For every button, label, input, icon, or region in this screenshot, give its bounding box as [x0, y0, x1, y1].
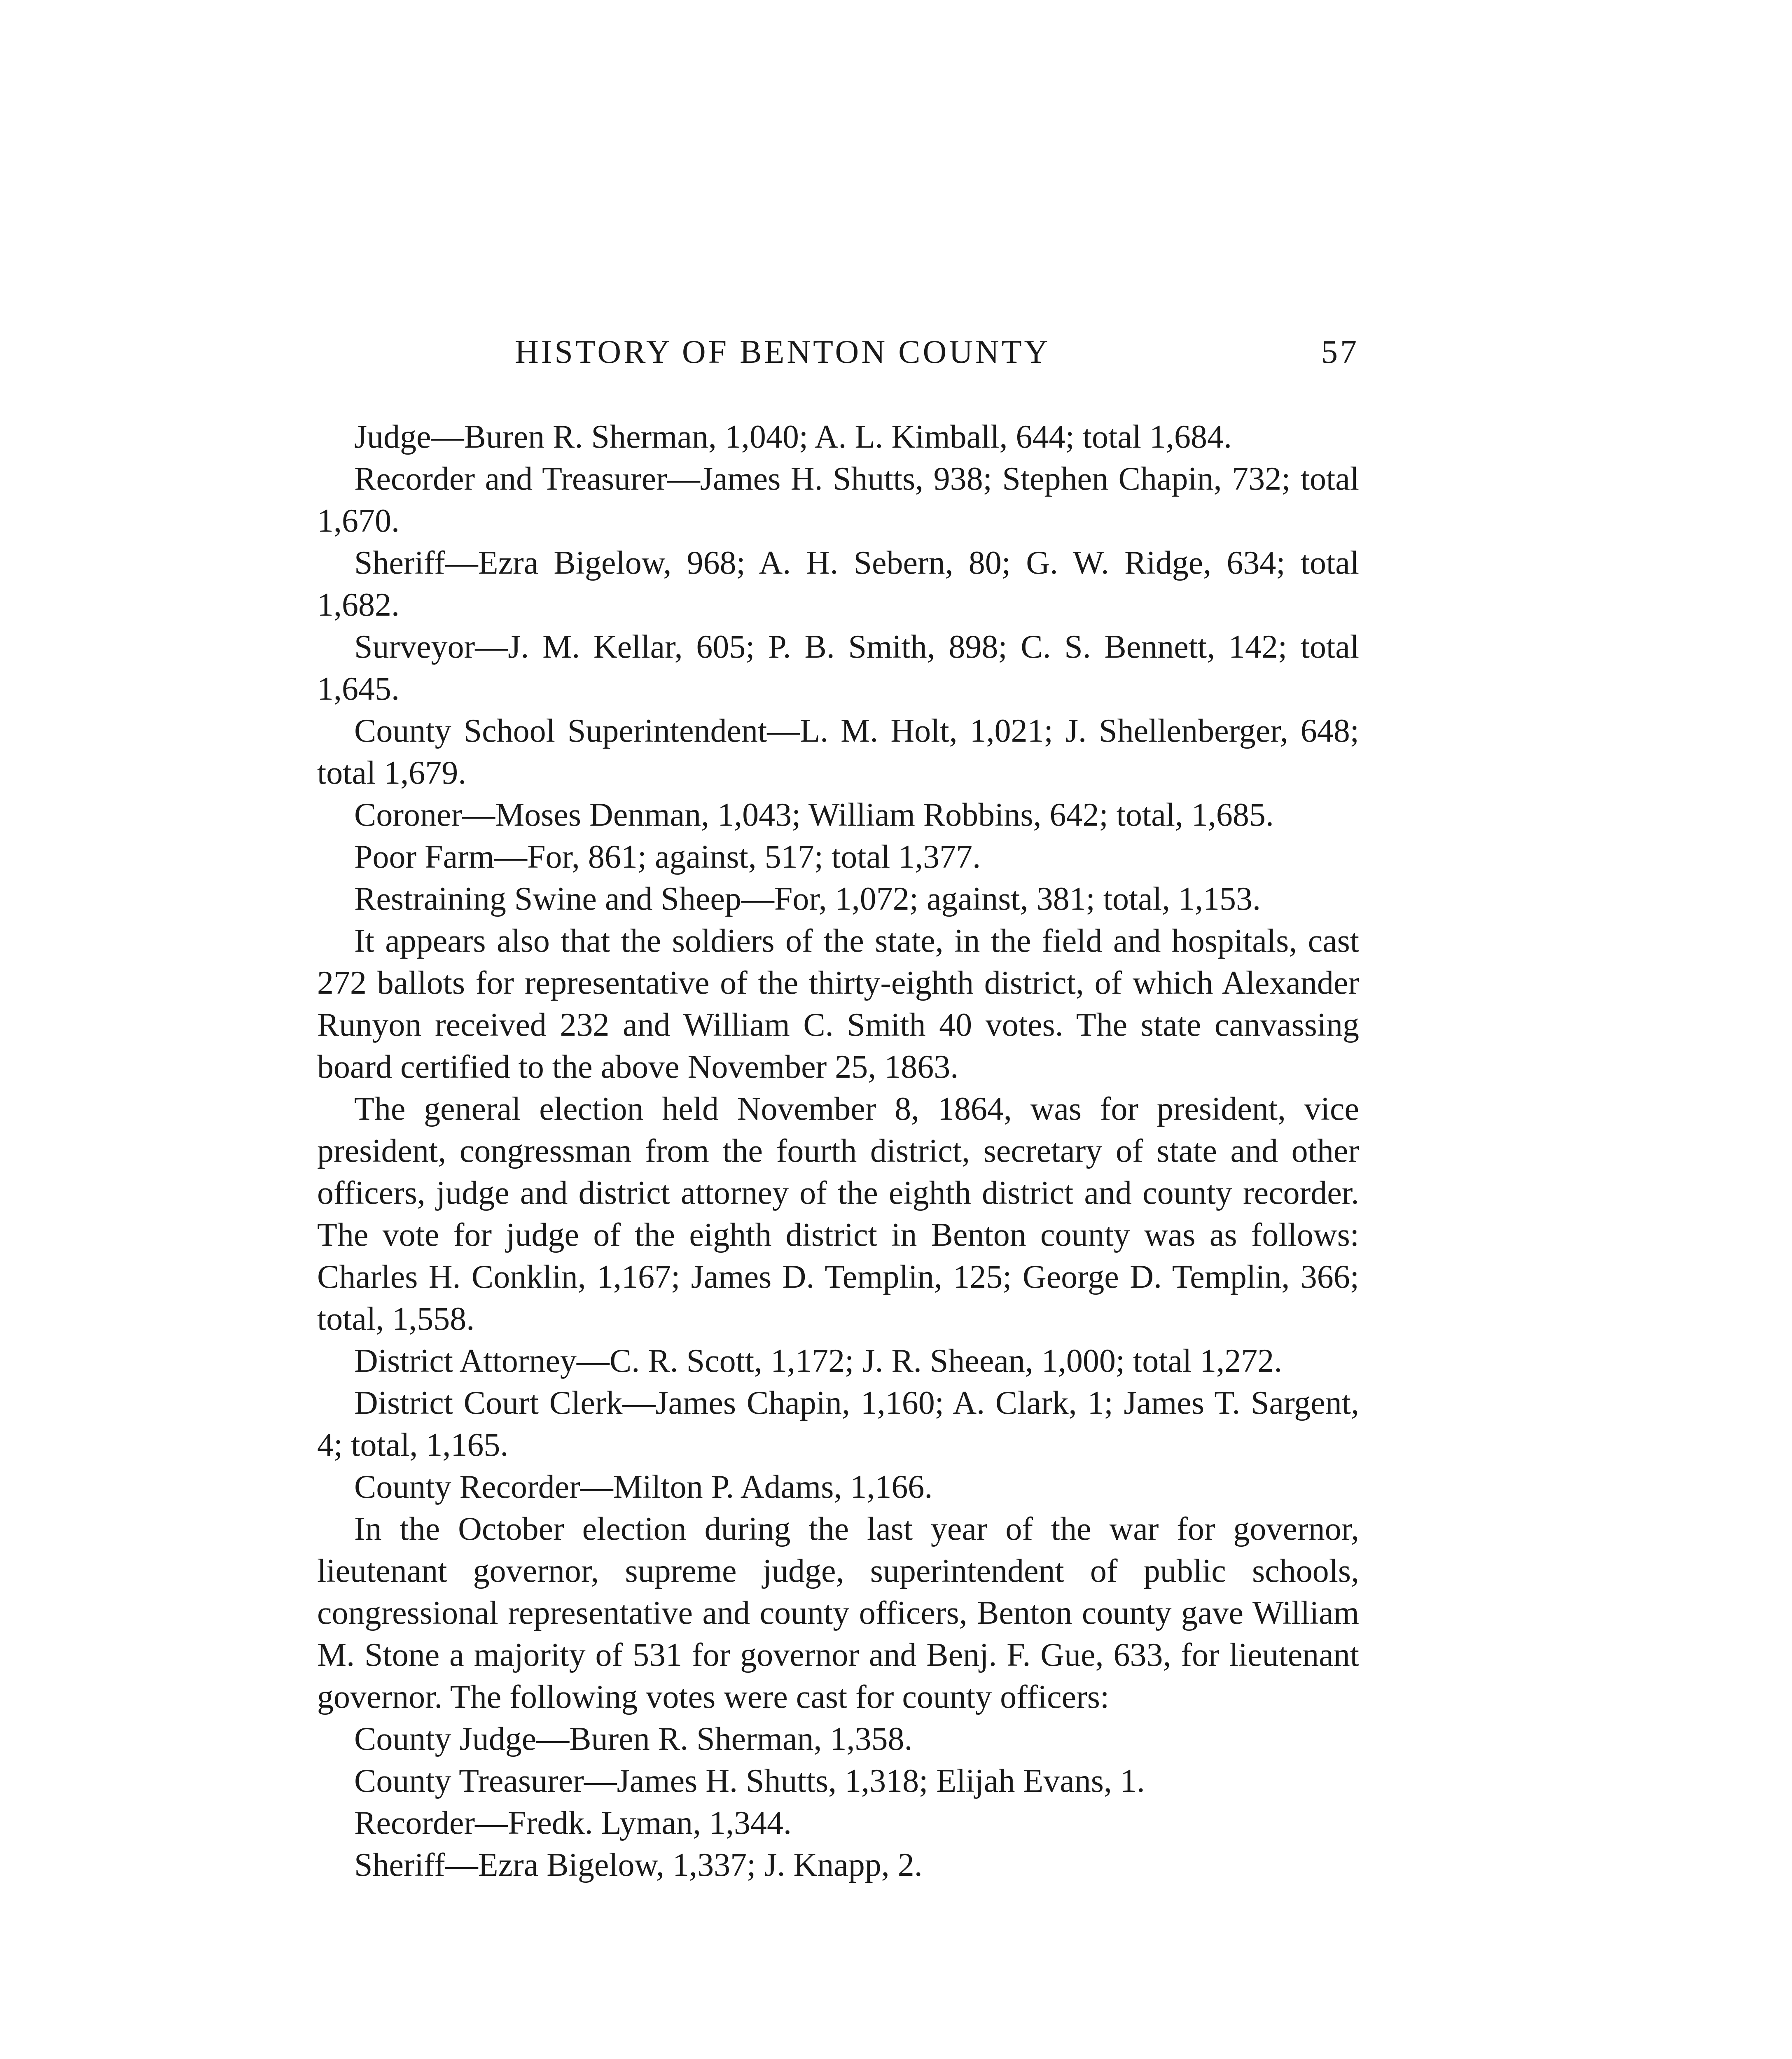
- paragraph-county-judge: County Judge—Buren R. Sherman, 1,358.: [354, 1721, 913, 1757]
- paragraph-coroner: Coroner—Moses Denman, 1,043; William Robbins, 642; total, 1,685.: [354, 797, 1274, 833]
- paragraph-district-court-clerk: District Court Clerk—James Chapin, 1,160; A. Clark, 1; James T. Sargent, 4; total, 1,165.: [317, 1385, 1359, 1463]
- running-title: HISTORY OF BENTON COUNTY: [515, 334, 1051, 370]
- paragraph-school-superintendent: County School Superintendent—L. M. Holt, 1,021; J. Shellenberger, 648; total 1,679.: [317, 713, 1359, 791]
- paragraph-soldiers-ballots: It appears also that the soldiers of the state, in the field and hospitals, cast 272 ballots for representative of the thirty-eighth district, of which Alexander Runyon received 232 and William C. Smith 40 votes. The state canvassing board certified to the above November 25, 1863.: [317, 923, 1359, 1085]
- paragraph-sheriff-1863: Sheriff—Ezra Bigelow, 968; A. H. Sebern, 80; G. W. Ridge, 634; total 1,682.: [317, 545, 1359, 623]
- paragraph-restraining-swine: Restraining Swine and Sheep—For, 1,072; against, 381; total, 1,153.: [354, 881, 1261, 917]
- paragraph-poor-farm: Poor Farm—For, 861; against, 517; total 1,377.: [354, 839, 981, 875]
- running-head: [354, 334, 1359, 379]
- page-number: 57: [1321, 334, 1359, 370]
- paragraph-recorder-treasurer: Recorder and Treasurer—James H. Shutts, 938; Stephen Chapin, 732; total 1,670.: [317, 461, 1359, 539]
- paragraph-judge-1863: Judge—Buren R. Sherman, 1,040; A. L. Kimball, 644; total 1,684.: [354, 419, 1232, 455]
- paragraph-october-election: In the October election during the last year of the war for governor, lieutenant governor, supreme judge, superintendent of public schools, congressional representative and county officers, Benton county gave William M. Stone a majority of 531 for governor and Benj. F. Gue, 633, for lieutenant governor. The following votes were cast for county officers:: [317, 1511, 1359, 1715]
- paragraph-surveyor: Surveyor—J. M. Kellar, 605; P. B. Smith, 898; C. S. Bennett, 142; total 1,645.: [317, 629, 1359, 707]
- paragraph-county-recorder: County Recorder—Milton P. Adams, 1,166.: [354, 1469, 933, 1505]
- paragraph-district-attorney: District Attorney—C. R. Scott, 1,172; J. R. Sheean, 1,000; total 1,272.: [354, 1343, 1283, 1379]
- paragraph-recorder-1865: Recorder—Fredk. Lyman, 1,344.: [354, 1805, 792, 1841]
- paragraph-sheriff-1865: Sheriff—Ezra Bigelow, 1,337; J. Knapp, 2.: [354, 1847, 923, 1883]
- body-text: [317, 416, 1359, 1886]
- paragraph-general-election-1864: The general election held November 8, 1864, was for president, vice president, congressman from the fourth district, secretary of state and other officers, judge and district attorney of the eighth district and county recorder. The vote for judge of the eighth district in Benton county was as follows: Charles H. Conklin, 1,167; James D. Templin, 125; George D. Templin, 366; total, 1,558.: [317, 1091, 1359, 1337]
- paragraph-county-treasurer: County Treasurer—James H. Shutts, 1,318; Elijah Evans, 1.: [354, 1763, 1145, 1799]
